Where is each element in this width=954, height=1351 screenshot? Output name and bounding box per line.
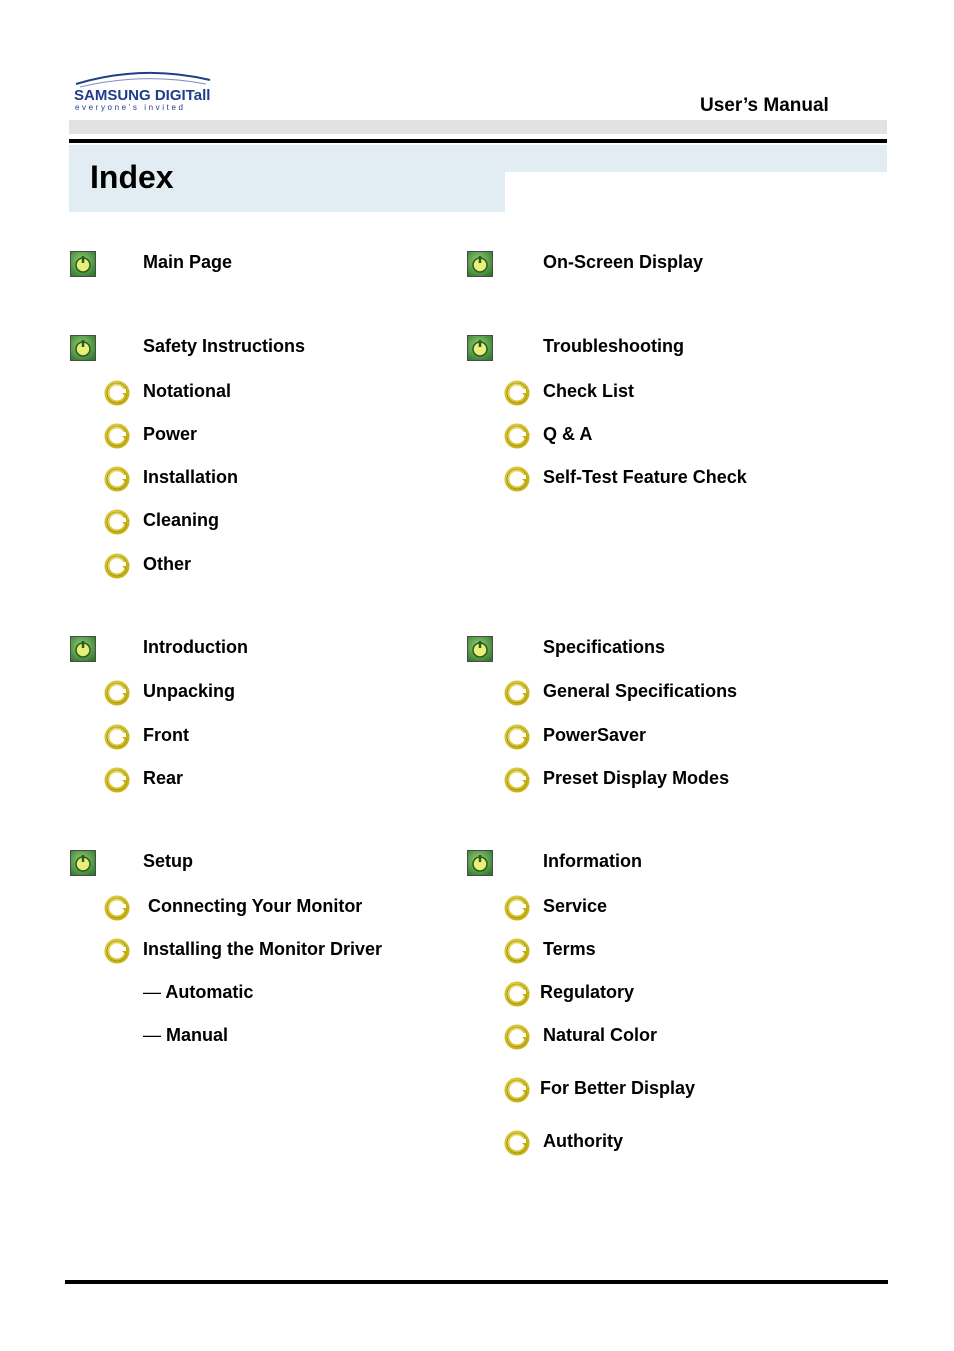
link-for-better-display[interactable]: For Better Display [540, 1078, 696, 1098]
arrow-circle-icon[interactable] [504, 423, 532, 449]
power-icon[interactable] [467, 251, 493, 277]
link-installation[interactable]: Installation [143, 467, 239, 487]
link-cleaning[interactable]: Cleaning [143, 510, 220, 530]
power-icon[interactable] [70, 850, 96, 876]
link-automatic[interactable] [143, 981, 253, 1003]
header-rule [69, 139, 887, 143]
arrow-circle-icon[interactable] [104, 509, 132, 535]
arrow-circle-icon[interactable] [504, 895, 532, 921]
arrow-circle-icon[interactable] [504, 1024, 532, 1050]
dash-icon: — [143, 1025, 161, 1045]
logo-text: SAMSUNG DIGITall [74, 87, 211, 104]
page-title: Index [90, 159, 174, 195]
logo-tagline: everyone's invited [75, 103, 186, 112]
link-on-screen-display[interactable]: On-Screen Display [543, 252, 704, 272]
link-unpacking[interactable]: Unpacking [143, 681, 236, 701]
arrow-circle-icon[interactable] [104, 895, 132, 921]
arrow-circle-icon[interactable] [504, 724, 532, 750]
link-manual-label: Manual [166, 1025, 229, 1045]
link-main-page[interactable]: Main Page [143, 252, 233, 272]
dash-icon: — [143, 982, 161, 1002]
arrow-circle-icon[interactable] [504, 380, 532, 406]
arrow-circle-icon[interactable] [104, 767, 132, 793]
arrow-circle-icon[interactable] [104, 380, 132, 406]
header-grey-bar [69, 120, 887, 134]
arrow-circle-icon[interactable] [504, 767, 532, 793]
link-general-specifications[interactable]: General Specifications [543, 681, 738, 701]
power-icon[interactable] [70, 335, 96, 361]
link-q-and-a[interactable]: Q & A [543, 424, 593, 444]
arrow-circle-icon[interactable] [504, 1077, 532, 1103]
link-information[interactable]: Information [543, 851, 642, 871]
manual-title: User’s Manual [700, 95, 829, 116]
link-preset-display-modes[interactable]: Preset Display Modes [543, 768, 730, 788]
footer-rule [65, 1280, 888, 1284]
arrow-circle-icon[interactable] [104, 423, 132, 449]
link-terms[interactable]: Terms [543, 939, 596, 959]
arrow-circle-icon[interactable] [104, 466, 132, 492]
link-regulatory[interactable]: Regulatory [540, 982, 635, 1002]
link-notational[interactable]: Notational [143, 381, 231, 401]
link-power[interactable]: Power [143, 424, 198, 444]
power-icon[interactable] [467, 335, 493, 361]
link-powersaver[interactable]: PowerSaver [543, 725, 647, 745]
arrow-circle-icon[interactable] [504, 466, 532, 492]
arrow-circle-icon[interactable] [504, 1130, 532, 1156]
link-front[interactable]: Front [143, 725, 189, 745]
link-self-test[interactable]: Self-Test Feature Check [543, 467, 747, 487]
link-rear[interactable]: Rear [143, 768, 184, 788]
link-setup[interactable]: Setup [143, 851, 194, 871]
arrow-circle-icon[interactable] [504, 938, 532, 964]
title-band [69, 145, 887, 212]
link-introduction[interactable]: Introduction [143, 637, 248, 657]
link-automatic-label: Automatic [165, 982, 254, 1002]
power-icon[interactable] [70, 251, 96, 277]
samsung-logo [72, 70, 214, 114]
link-specifications[interactable]: Specifications [543, 637, 666, 657]
arrow-circle-icon[interactable] [504, 981, 532, 1007]
power-icon[interactable] [467, 636, 493, 662]
link-authority[interactable]: Authority [543, 1131, 623, 1151]
link-natural-color[interactable]: Natural Color [543, 1025, 658, 1045]
power-icon[interactable] [467, 850, 493, 876]
link-check-list[interactable]: Check List [543, 381, 635, 401]
link-connecting-your-monitor[interactable]: Connecting Your Monitor [148, 896, 363, 916]
arrow-circle-icon[interactable] [104, 680, 132, 706]
power-icon[interactable] [70, 636, 96, 662]
link-other[interactable]: Other [143, 554, 192, 574]
link-service[interactable]: Service [543, 896, 608, 916]
arrow-circle-icon[interactable] [104, 724, 132, 750]
arrow-circle-icon[interactable] [104, 553, 132, 579]
link-safety-instructions[interactable]: Safety Instructions [143, 336, 306, 356]
arrow-circle-icon[interactable] [504, 680, 532, 706]
link-installing-monitor-driver[interactable]: Installing the Monitor Driver [143, 939, 383, 959]
arrow-circle-icon[interactable] [104, 938, 132, 964]
link-manual[interactable] [143, 1024, 228, 1046]
link-troubleshooting[interactable]: Troubleshooting [543, 336, 684, 356]
